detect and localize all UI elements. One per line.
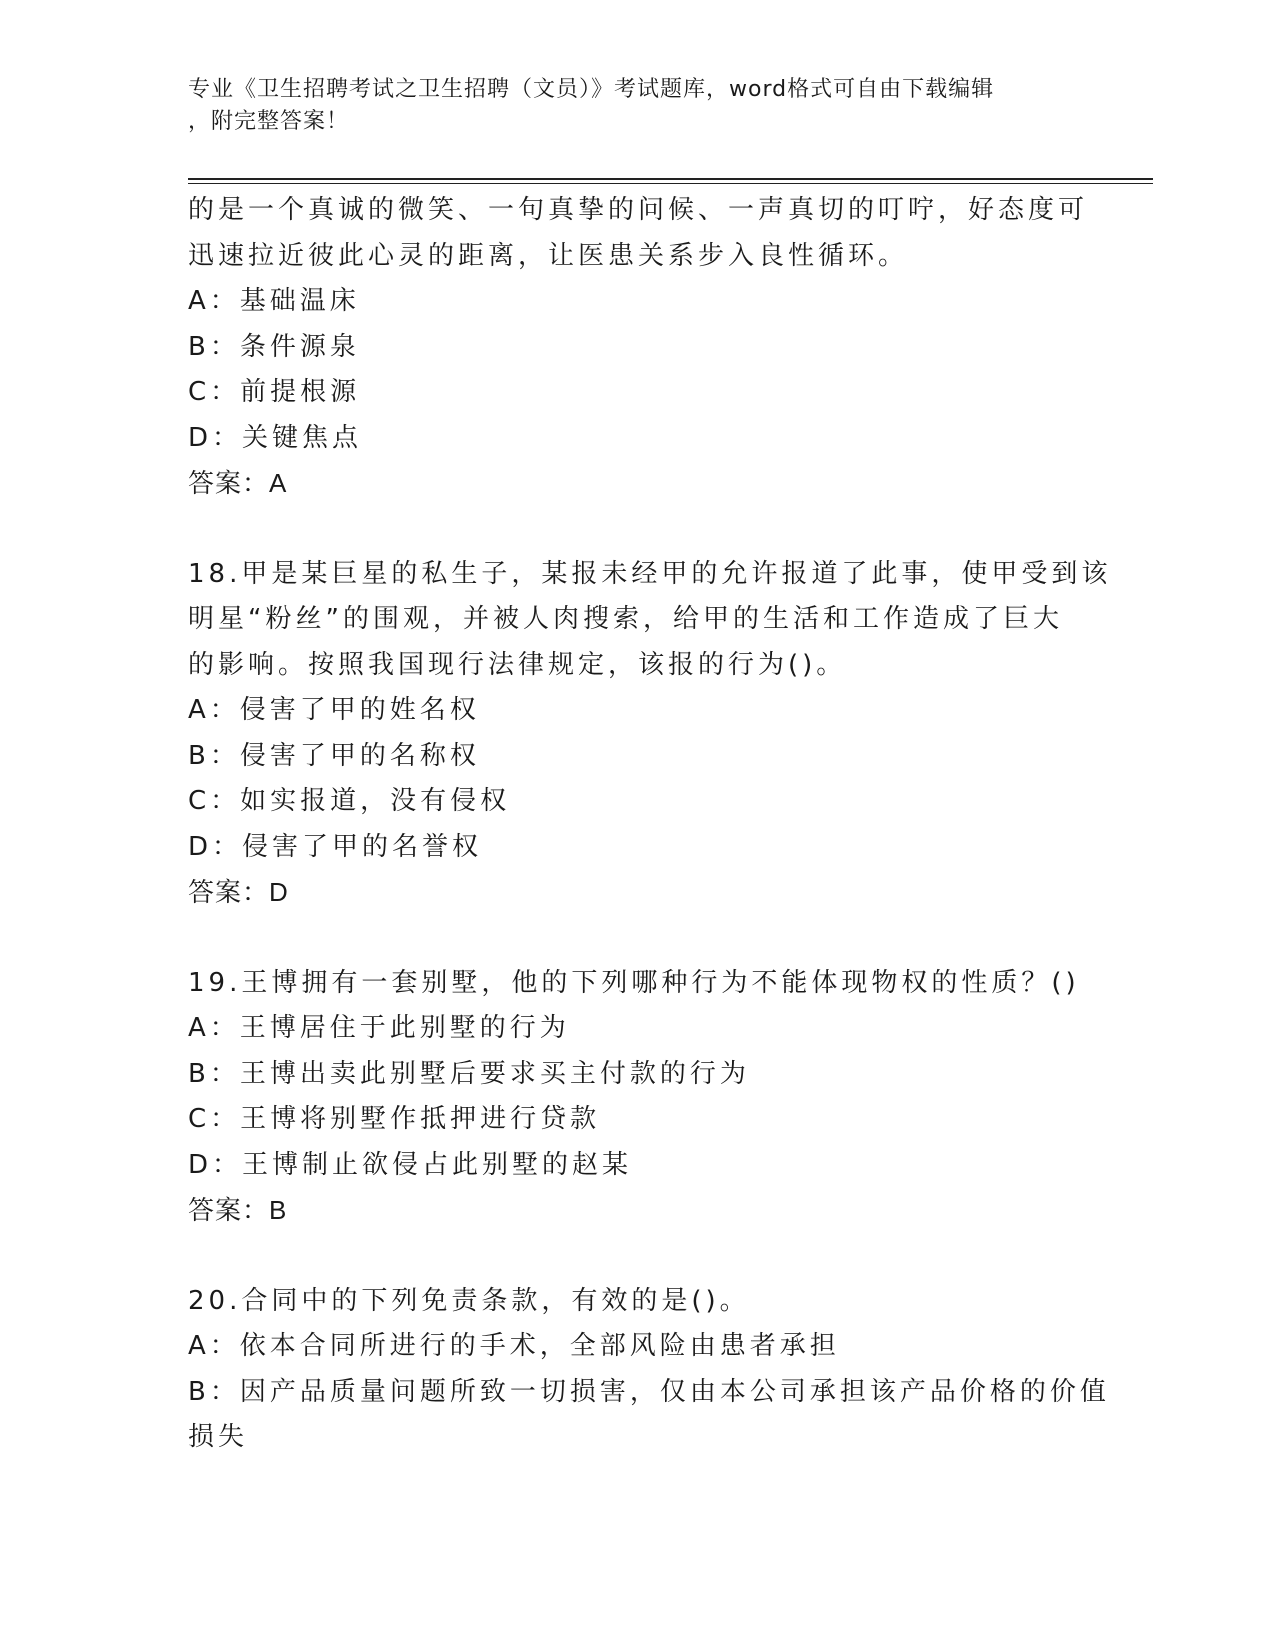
option-a: A：王博居住于此别墅的行为 — [188, 1013, 570, 1043]
option-b: B：侵害了甲的名称权 — [188, 740, 480, 771]
option-a: A：依本合同所进行的手术，全部风险由患者承担 — [188, 1331, 840, 1361]
option-d: D：关键焦点 — [188, 422, 363, 453]
option-c: C：前提根源 — [188, 377, 361, 407]
option-d: D：王博制止欲侵占此别墅的赵某 — [188, 1149, 633, 1180]
spacer — [188, 916, 1088, 961]
question-stem-line: 迅速拉近彼此心灵的距离，让医患关系步入良性循环。 — [188, 240, 909, 271]
option-b: B：条件源泉 — [188, 331, 360, 362]
option-d: D：侵害了甲的名誉权 — [188, 831, 483, 862]
question-list — [188, 188, 1112, 1461]
answer-label: 答案：A — [188, 468, 288, 498]
option-b: B：王博出卖此别墅后要求买主付款的行为 — [188, 1058, 750, 1089]
header-line-2: ，附完整答案！ — [188, 109, 350, 134]
question-stem-line: 19.王博拥有一套别墅，他的下列哪种行为不能体现物权的性质？() — [188, 967, 1080, 998]
option-c: C：王博将别墅作抵押进行贷款 — [188, 1104, 601, 1134]
question-stem-line: 18.甲是某巨星的私生子，某报未经甲的允许报道了此事，使甲受到该 — [188, 558, 1112, 589]
option-c: C：如实报道，没有侵权 — [188, 786, 511, 816]
question-stem-line: 的影响。按照我国现行法律规定，该报的行为()。 — [188, 649, 847, 680]
question-19 — [188, 961, 1088, 1234]
question-20 — [188, 1279, 1110, 1461]
answer-label: 答案：D — [188, 877, 289, 907]
question-stem-line: 的是一个真诚的微笑、一句真挚的问候、一声真切的叮咛，好态度可 — [188, 195, 1089, 225]
question-stem-line: 明星“粉丝”的围观，并被人肉搜索，给甲的生活和工作造成了巨大 — [188, 604, 1063, 634]
question-18 — [188, 552, 1112, 916]
option-b: B：因产品质量问题所致一切损害，仅由本公司承担该产品价格的价值 — [188, 1376, 1110, 1407]
header-divider-thick — [188, 178, 1153, 180]
option-b-continued: 损失 — [188, 1422, 249, 1452]
option-a: A：侵害了甲的姓名权 — [188, 695, 480, 725]
page-header — [188, 74, 1088, 138]
header-divider-thin — [188, 183, 1153, 184]
header-line-1: 专业《卫生招聘考试之卫生招聘（文员）》考试题库，word格式可自由下载编辑 — [188, 77, 995, 102]
option-a: A：基础温床 — [188, 286, 360, 316]
answer-label: 答案：B — [188, 1195, 288, 1225]
spacer — [188, 1234, 1088, 1279]
spacer — [188, 507, 1088, 552]
question-stem-line: 20.合同中的下列免责条款，有效的是()。 — [188, 1285, 750, 1316]
question-17 — [188, 188, 1088, 507]
